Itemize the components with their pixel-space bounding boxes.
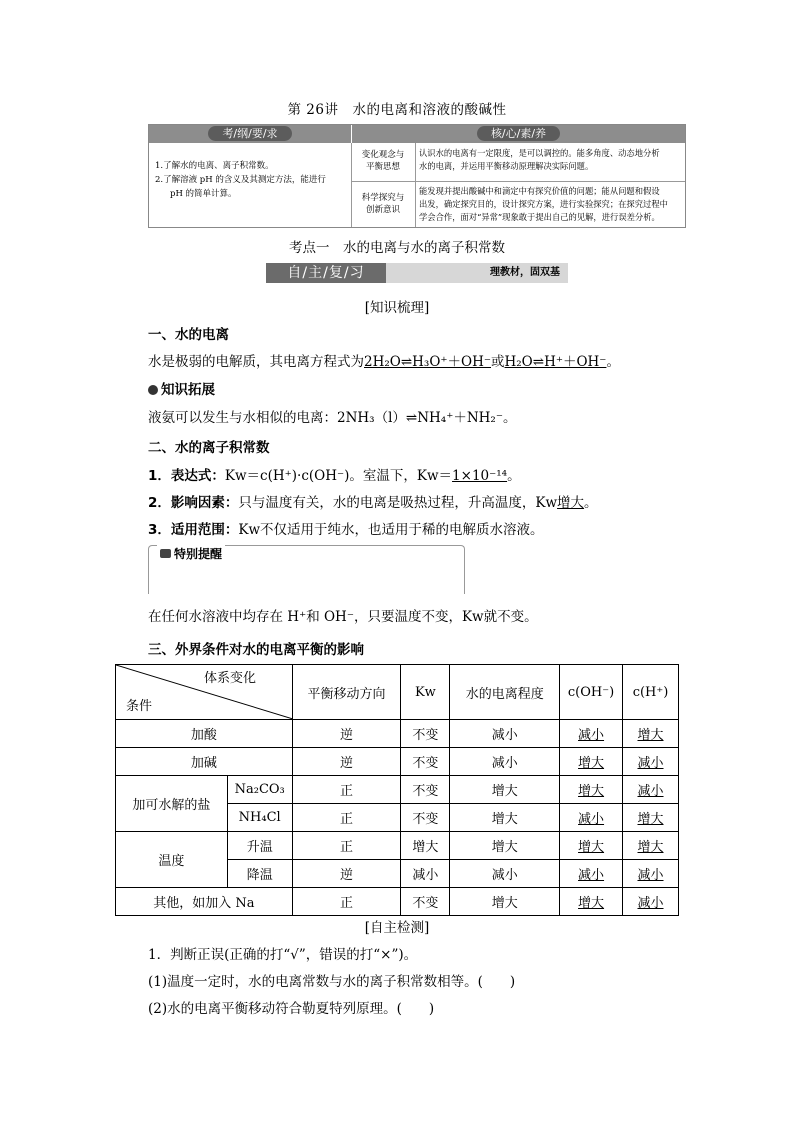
answer-cell: 增大 bbox=[623, 720, 679, 748]
answer-cell: 减小 bbox=[560, 720, 623, 748]
header-cell: c(H⁺) bbox=[623, 665, 679, 720]
table-row bbox=[116, 832, 679, 860]
requirements-header bbox=[149, 125, 685, 143]
banner-subtitle: 理教材，固双基 bbox=[490, 267, 560, 278]
text: 或 bbox=[491, 354, 505, 370]
note-icon bbox=[160, 549, 171, 558]
group-cell: 加可水解的盐 bbox=[116, 776, 228, 832]
answer-equation: H₂O⇌H⁺＋OH⁻ bbox=[504, 354, 607, 370]
desc-line: 出发，确定探究目的，设计探究方案，进行实验探究；在探究过程中 bbox=[419, 199, 668, 209]
left-tab-bar bbox=[149, 125, 351, 143]
right-tab-label: 核/心/素/养 bbox=[477, 126, 560, 141]
text: Kw不仅适用于纯水，也适用于稀的电解质水溶液。 bbox=[238, 522, 544, 538]
text: 。 bbox=[507, 468, 521, 484]
cell: 增大 bbox=[401, 832, 450, 860]
divider bbox=[351, 181, 685, 182]
cell: 正 bbox=[292, 776, 401, 804]
page-title: 第 26讲 水的电离和溶液的酸碱性 bbox=[287, 102, 507, 118]
answer-cell: 减小 bbox=[560, 860, 623, 888]
header-cell: c(OH⁻) bbox=[560, 665, 623, 720]
cell: 不变 bbox=[401, 776, 450, 804]
literacy-desc bbox=[419, 185, 681, 224]
special-note-box bbox=[148, 545, 465, 594]
diag-bottom-label: 条件 bbox=[126, 699, 153, 714]
category-line: 平衡思想 bbox=[365, 162, 400, 172]
sub-condition-cell: NH₄Cl bbox=[227, 804, 292, 832]
right-tab-bar bbox=[352, 125, 685, 143]
category-line: 科学探究与 bbox=[361, 193, 405, 203]
requirement-line: 1.了解水的电离、离子积常数。 bbox=[155, 161, 274, 171]
question-1-1: (1)温度一定时，水的电离常数与水的离子积常数相等。( ) bbox=[148, 974, 516, 990]
literacy-desc bbox=[419, 147, 681, 173]
condition-cell: 加碱 bbox=[116, 748, 293, 776]
requirement-line: pH 的简单计算。 bbox=[170, 189, 237, 199]
cell: 不变 bbox=[401, 804, 450, 832]
text: 。 bbox=[606, 354, 620, 370]
cell: 增大 bbox=[450, 776, 560, 804]
answer-cell: 减小 bbox=[623, 776, 679, 804]
answer-cell: 减小 bbox=[623, 888, 679, 916]
extension-title bbox=[148, 378, 215, 398]
note-text: 在任何水溶液中均存在 H⁺和 OH⁻，只要温度不变，Kw就不变。 bbox=[148, 609, 538, 625]
equilibrium-table bbox=[115, 664, 679, 916]
answer-cell: 减小 bbox=[623, 860, 679, 888]
question-1: 1．判断正误(正确的打“√”，错误的打“×”)。 bbox=[148, 947, 418, 963]
sub-condition-cell: 升温 bbox=[227, 832, 292, 860]
answer-cell: 增大 bbox=[560, 776, 623, 804]
category-line: 创新意识 bbox=[365, 205, 400, 215]
desc-line: 认识水的电离有一定限度，是可以调控的。能多角度、动态地分析 bbox=[419, 148, 660, 158]
answer: 1×10⁻¹⁴ bbox=[452, 468, 508, 484]
group-cell: 温度 bbox=[116, 832, 228, 888]
section-2-line-2 bbox=[148, 491, 598, 511]
desc-line: 学会合作，面对“异常”现象敢于提出自己的见解，进行误差分析。 bbox=[419, 212, 660, 222]
sub-condition-cell: 降温 bbox=[227, 860, 292, 888]
cell: 不变 bbox=[401, 720, 450, 748]
note-tag bbox=[157, 545, 225, 562]
table-row bbox=[116, 888, 679, 916]
table-header-row bbox=[116, 665, 679, 720]
cell: 增大 bbox=[450, 832, 560, 860]
requirements-body bbox=[149, 143, 685, 227]
bulb-icon bbox=[148, 385, 158, 395]
answer: 增大 bbox=[557, 495, 585, 511]
text: 水是极弱的电解质，其电离方程式为 bbox=[148, 354, 364, 370]
left-tab-label: 考/纲/要/求 bbox=[208, 126, 291, 141]
header-cell: 水的电离程度 bbox=[450, 665, 560, 720]
text: 知识拓展 bbox=[161, 382, 215, 398]
answer-cell: 减小 bbox=[560, 804, 623, 832]
answer-cell: 增大 bbox=[560, 832, 623, 860]
condition-cell: 加酸 bbox=[116, 720, 293, 748]
diagonal-header-cell bbox=[116, 665, 293, 720]
requirements-box bbox=[148, 124, 686, 228]
section-1-title: 一、水的电离 bbox=[148, 327, 229, 343]
note-title: 特别提醒 bbox=[174, 547, 223, 561]
cell: 逆 bbox=[292, 720, 401, 748]
answer-cell: 增大 bbox=[560, 888, 623, 916]
cell: 增大 bbox=[450, 888, 560, 916]
section-3-title: 三、外界条件对水的电离平衡的影响 bbox=[148, 642, 364, 658]
category-line: 变化观念与 bbox=[361, 150, 405, 160]
table-row bbox=[116, 720, 679, 748]
answer-cell: 增大 bbox=[623, 804, 679, 832]
answer-cell: 减小 bbox=[623, 748, 679, 776]
cell: 减小 bbox=[450, 860, 560, 888]
section-2-line-3 bbox=[148, 518, 544, 538]
review-banner bbox=[266, 263, 568, 283]
condition-cell: 其他，如加入 Na bbox=[116, 888, 293, 916]
cell: 正 bbox=[292, 804, 401, 832]
text: Kw＝c(H⁺)·c(OH⁻)。室温下，Kw＝ bbox=[224, 468, 453, 484]
label: 3．适用范围： bbox=[148, 522, 239, 538]
label: 2．影响因素： bbox=[148, 495, 239, 511]
banner-label: 自/主/复/习 bbox=[266, 263, 386, 283]
requirements-list bbox=[155, 159, 351, 201]
question-1-2: (2)水的电离平衡移动符合勒夏特列原理。( ) bbox=[148, 1001, 435, 1017]
desc-line: 水的电离，并运用平衡移动原理解决实际问题。 bbox=[419, 161, 594, 171]
text: 只与温度有关，水的电离是吸热过程，升高温度，Kw bbox=[238, 495, 558, 511]
cell: 减小 bbox=[450, 748, 560, 776]
table-row bbox=[116, 748, 679, 776]
table-row bbox=[116, 776, 679, 804]
label: 1．表达式： bbox=[148, 468, 225, 484]
extension-text: 液氨可以发生与水相似的电离：2NH₃（l）⇌NH₄⁺＋NH₂⁻。 bbox=[148, 410, 517, 426]
section-title: 考点一 水的电离与水的离子积常数 bbox=[289, 240, 505, 256]
self-check-heading: [自主检测] bbox=[364, 920, 430, 936]
answer-cell: 增大 bbox=[560, 748, 623, 776]
cell: 逆 bbox=[292, 860, 401, 888]
section-2-title: 二、水的离子积常数 bbox=[148, 440, 270, 456]
cell: 逆 bbox=[292, 748, 401, 776]
literacy-category bbox=[353, 149, 413, 173]
divider bbox=[351, 143, 352, 227]
literacy-category bbox=[353, 192, 413, 216]
header-cell: Kw bbox=[401, 665, 450, 720]
cell: 增大 bbox=[450, 804, 560, 832]
cell: 减小 bbox=[401, 860, 450, 888]
divider bbox=[415, 143, 416, 227]
requirement-line: 2.了解溶液 pH 的含义及其测定方法，能进行 bbox=[155, 175, 326, 185]
section-1-text bbox=[148, 350, 620, 370]
text: 。 bbox=[584, 495, 598, 511]
diag-top-label: 体系变化 bbox=[204, 671, 257, 686]
sub-condition-cell: Na₂CO₃ bbox=[227, 776, 292, 804]
knowledge-heading: [知识梳理] bbox=[364, 300, 430, 316]
answer-equation: 2H₂O⇌H₃O⁺＋OH⁻ bbox=[364, 354, 491, 370]
desc-line: 能发现并提出酸碱中和滴定中有探究价值的问题；能从问题和假设 bbox=[419, 186, 660, 196]
cell: 不变 bbox=[401, 888, 450, 916]
answer-cell: 增大 bbox=[623, 832, 679, 860]
header-cell: 平衡移动方向 bbox=[292, 665, 401, 720]
cell: 正 bbox=[292, 888, 401, 916]
section-2-line-1 bbox=[148, 464, 521, 484]
cell: 减小 bbox=[450, 720, 560, 748]
cell: 不变 bbox=[401, 748, 450, 776]
cell: 正 bbox=[292, 832, 401, 860]
